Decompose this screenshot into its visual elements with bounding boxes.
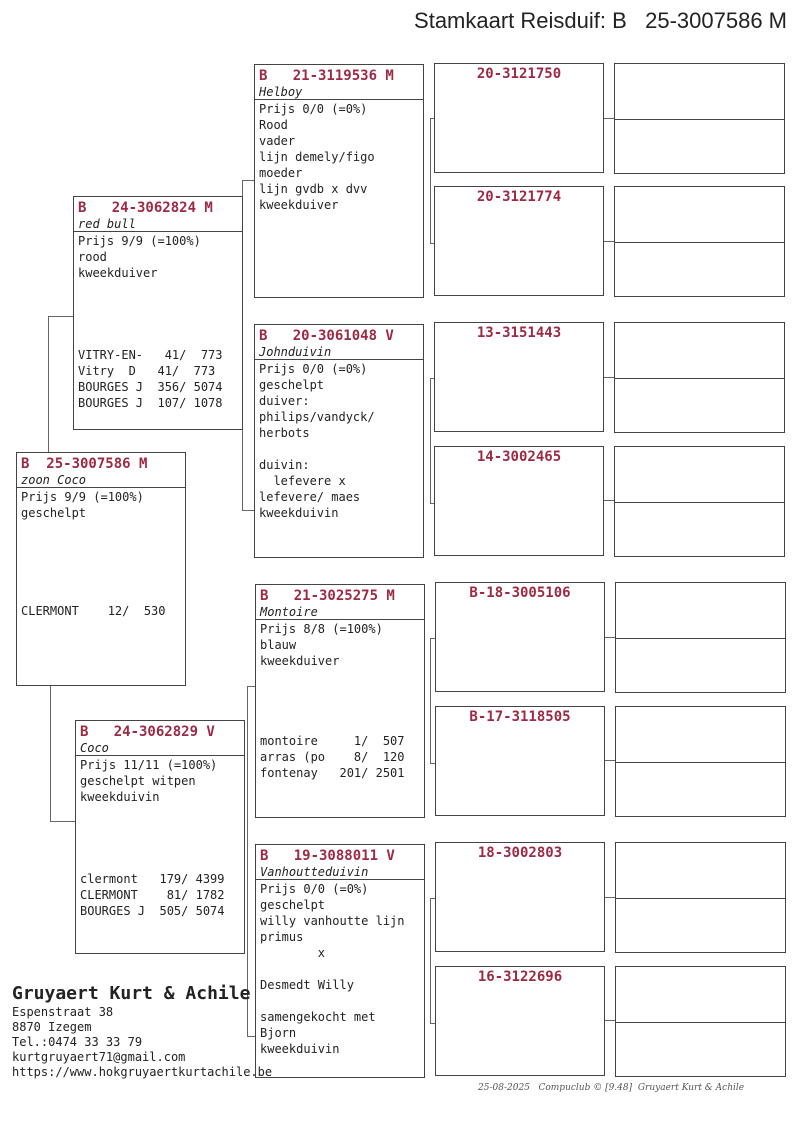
info-lines: Prijs 8/8 (=100%) blauw kweekduiver (260, 622, 383, 668)
owner-phone: Tel.:0474 33 33 79 (12, 1035, 143, 1049)
pigeon-name: Coco (76, 741, 244, 756)
ring-number: 14-3002465 (476, 449, 562, 465)
empty-ancestor-card[interactable] (615, 582, 786, 693)
results: CLERMONT 12/ 530 (21, 604, 166, 618)
ancestor-card[interactable] (435, 706, 605, 816)
connector (50, 685, 51, 821)
connector (603, 118, 614, 119)
ancestor-card[interactable] (435, 582, 605, 692)
pigeon-name: zoon Coco (17, 473, 185, 488)
pigeon-name: Johnduivin (255, 345, 423, 360)
divider (616, 638, 785, 639)
empty-ancestor-card[interactable] (614, 63, 785, 174)
empty-ancestor-card[interactable] (615, 706, 786, 817)
connector (604, 897, 615, 898)
pigeon-name: Helboy (255, 85, 423, 100)
results: VITRY-EN- 41/ 773 Vitry D 41/ 773 BOURGES J 356/ 5074 BOURGES J 107/ 1078 (78, 348, 223, 410)
subject-card[interactable] (16, 452, 186, 686)
ring-number: 20-3121750 (476, 66, 562, 82)
connector (604, 637, 615, 638)
pigeon-name: Montoire (256, 605, 424, 620)
divider (615, 119, 784, 120)
owner-email[interactable]: kurtgruyaert71@gmail.com (12, 1050, 186, 1064)
divider (616, 762, 785, 763)
empty-ancestor-card[interactable] (614, 446, 785, 557)
ring-number: 20-3121774 (476, 189, 562, 205)
empty-ancestor-card[interactable] (614, 186, 785, 297)
footer-note: 25-08-2025 Compuclub © [9.48] Gruyaert Kurt & Achile (478, 1083, 745, 1093)
info-lines: Prijs 9/9 (=100%) geschelpt (21, 490, 144, 520)
connector (603, 241, 614, 242)
ring-number: B 24-3062829 V (80, 724, 215, 740)
ring-number: 18-3002803 (477, 845, 563, 861)
connector (50, 821, 76, 822)
connector (48, 316, 74, 317)
info-lines: Prijs 11/11 (=100%) geschelpt witpen kweekduivin (80, 758, 218, 804)
results: clermont 179/ 4399 CLERMONT 81/ 1782 BOURGES J 505/ 5074 (80, 872, 225, 918)
ring-number: B 24-3062824 M (78, 200, 213, 216)
info-lines: Prijs 0/0 (=0%) geschelpt willy vanhoutte lijn primus x Desmedt Willy samengekocht met Bjorn kweekduivin (260, 882, 405, 1056)
ancestor-card[interactable] (434, 322, 604, 432)
connector (430, 898, 431, 1023)
connector (603, 500, 614, 501)
ring-number: B 20-3061048 V (259, 328, 394, 344)
mother-card[interactable] (75, 720, 245, 954)
ring-number: B 21-3025275 M (260, 588, 395, 604)
results: montoire 1/ 507 arras (po 8/ 120 fontenay 201/ 2501 (260, 734, 405, 780)
grandsire-paternal-card[interactable] (254, 64, 424, 298)
info-lines: Prijs 0/0 (=0%) Rood vader lijn demely/figo moeder lijn gvdb x dvv kweekduiver (259, 102, 375, 212)
ancestor-card[interactable] (435, 966, 605, 1076)
grandsire-maternal-card[interactable] (255, 584, 425, 818)
info-lines: Prijs 9/9 (=100%) rood kweekduiver (78, 234, 201, 280)
empty-ancestor-card[interactable] (615, 842, 786, 953)
ancestor-card[interactable] (434, 63, 604, 173)
ancestor-card[interactable] (435, 842, 605, 952)
father-card[interactable] (73, 196, 243, 430)
connector (603, 377, 614, 378)
owner-city: 8870 Izegem (12, 1020, 92, 1034)
owner-address: Espenstraat 38 (12, 1005, 114, 1019)
ring-number: 13-3151443 (476, 325, 562, 341)
owner-website[interactable]: https://www.hokgruyaertkurtachile.be (12, 1065, 273, 1079)
ring-number: 16-3122696 (477, 969, 563, 985)
divider (616, 1022, 785, 1023)
divider (615, 378, 784, 379)
divider (616, 898, 785, 899)
page-title: Stamkaart Reisduif: B 25-3007586 M (414, 8, 787, 33)
ancestor-card[interactable] (434, 446, 604, 556)
info-lines: Prijs 0/0 (=0%) geschelpt duiver: philips/vandyck/ herbots duivin: lefevere x lefevere/ maes kweekduivin (259, 362, 375, 520)
connector (430, 638, 431, 763)
connector (430, 118, 431, 243)
ring-number: B 19-3088011 V (260, 848, 395, 864)
connector (48, 316, 49, 453)
ring-number: B 21-3119536 M (259, 68, 394, 84)
connector (604, 1020, 615, 1021)
pigeon-name: Vanhoutteduivin (256, 865, 424, 880)
connector (604, 760, 615, 761)
granddam-maternal-card[interactable] (255, 844, 425, 1078)
empty-ancestor-card[interactable] (614, 322, 785, 433)
owner-info (12, 983, 272, 1080)
ring-number: B-18-3005106 (469, 585, 571, 601)
ancestor-card[interactable] (434, 186, 604, 296)
ring-number: B 25-3007586 M (21, 456, 148, 472)
owner-name: Gruyaert Kurt & Achile (12, 983, 251, 1004)
divider (615, 502, 784, 503)
granddam-paternal-card[interactable] (254, 324, 424, 558)
empty-ancestor-card[interactable] (615, 966, 786, 1077)
pigeon-name: red bull (74, 217, 242, 232)
ring-number: B-17-3118505 (469, 709, 571, 725)
divider (615, 242, 784, 243)
connector (430, 378, 431, 503)
